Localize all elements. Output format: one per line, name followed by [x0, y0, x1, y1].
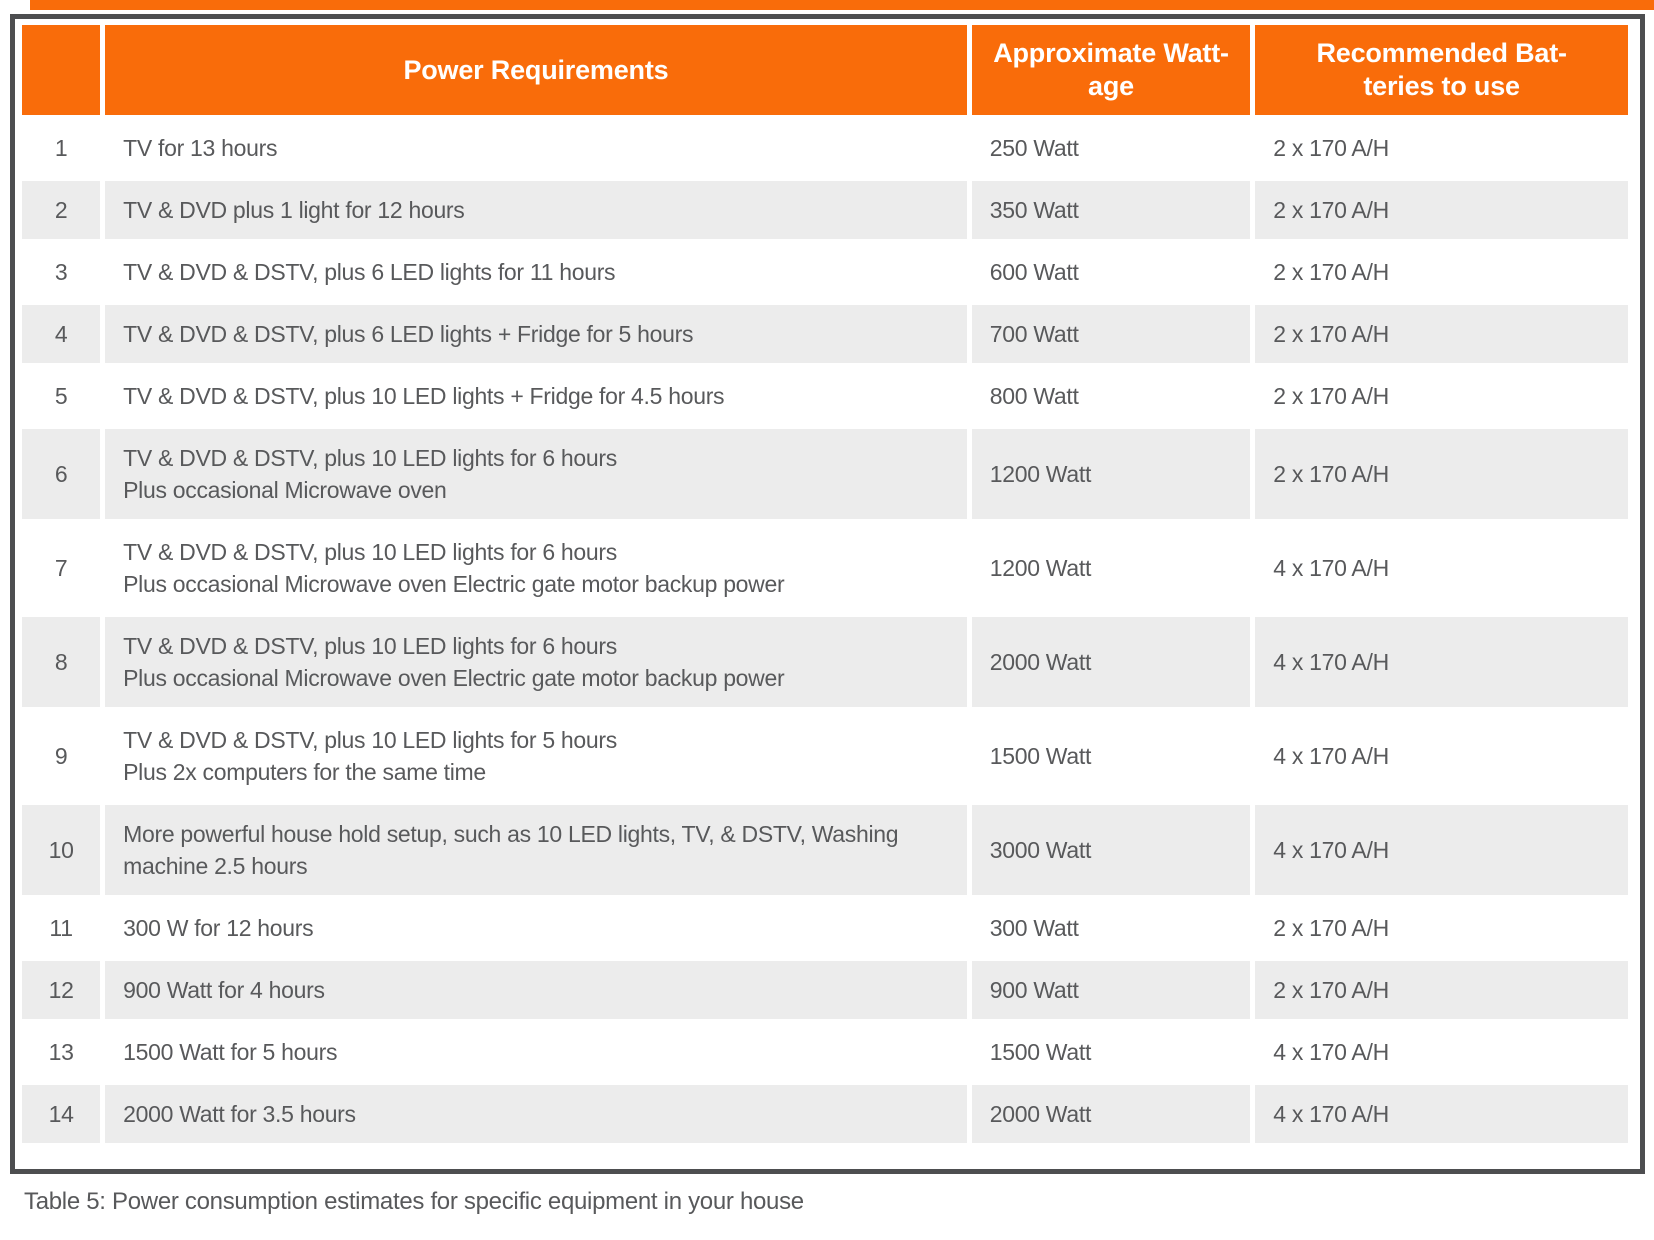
wattage-cell: 2000 Watt [972, 617, 1251, 707]
wattage-cell: 2000 Watt [972, 1085, 1251, 1143]
power-requirement-cell: 300 W for 12 hours [105, 899, 967, 957]
row-number-cell: 5 [22, 367, 100, 425]
batteries-cell: 4 x 170 A/H [1255, 805, 1628, 895]
batteries-cell: 2 x 170 A/H [1255, 899, 1628, 957]
batteries-cell: 2 x 170 A/H [1255, 961, 1628, 1019]
batteries-cell: 2 x 170 A/H [1255, 429, 1628, 519]
row-number-cell: 9 [22, 711, 100, 801]
top-orange-rule [30, 0, 1654, 10]
row-number-cell: 2 [22, 181, 100, 239]
row-number-cell: 1 [22, 119, 100, 177]
row-number-cell: 11 [22, 899, 100, 957]
table-caption: Table 5: Power consumption estimates for specific equipment in your house [24, 1188, 804, 1215]
table-row [22, 711, 1628, 801]
power-requirement-cell: More powerful house hold setup, such as 10 LED lights, TV, & DSTV, Washing machine 2.5 hours [105, 805, 967, 895]
power-requirement-cell: TV & DVD & DSTV, plus 6 LED lights + Fridge for 5 hours [105, 305, 967, 363]
row-number-cell: 7 [22, 523, 100, 613]
wattage-cell: 3000 Watt [972, 805, 1251, 895]
wattage-cell: 900 Watt [972, 961, 1251, 1019]
table-row [22, 367, 1628, 425]
power-requirement-cell: TV & DVD & DSTV, plus 10 LED lights for 6 hours Plus occasional Microwave oven [105, 429, 967, 519]
row-number-cell: 13 [22, 1023, 100, 1081]
wattage-cell: 1500 Watt [972, 711, 1251, 801]
column-header-row-number [22, 25, 100, 115]
wattage-cell: 300 Watt [972, 899, 1251, 957]
power-requirement-cell: TV & DVD plus 1 light for 12 hours [105, 181, 967, 239]
batteries-cell: 2 x 170 A/H [1255, 119, 1628, 177]
batteries-cell: 2 x 170 A/H [1255, 243, 1628, 301]
table-row [22, 617, 1628, 707]
wattage-cell: 800 Watt [972, 367, 1251, 425]
table-header [22, 25, 1628, 115]
power-requirement-cell: TV for 13 hours [105, 119, 967, 177]
wattage-cell: 250 Watt [972, 119, 1251, 177]
table-header-row [22, 25, 1628, 115]
row-number-cell: 3 [22, 243, 100, 301]
wattage-cell: 350 Watt [972, 181, 1251, 239]
wattage-cell: 700 Watt [972, 305, 1251, 363]
power-consumption-table [17, 21, 1633, 1147]
batteries-cell: 2 x 170 A/H [1255, 181, 1628, 239]
table-row [22, 429, 1628, 519]
row-number-cell: 12 [22, 961, 100, 1019]
row-number-cell: 14 [22, 1085, 100, 1143]
power-requirement-cell: TV & DVD & DSTV, plus 6 LED lights for 11 hours [105, 243, 967, 301]
power-requirement-cell: 900 Watt for 4 hours [105, 961, 967, 1019]
table-row [22, 119, 1628, 177]
table-row [22, 1085, 1628, 1143]
table-row [22, 523, 1628, 613]
row-number-cell: 6 [22, 429, 100, 519]
table-row [22, 181, 1628, 239]
batteries-cell: 2 x 170 A/H [1255, 367, 1628, 425]
table-row [22, 961, 1628, 1019]
table-body [22, 119, 1628, 1143]
batteries-cell: 4 x 170 A/H [1255, 711, 1628, 801]
row-number-cell: 4 [22, 305, 100, 363]
table-row [22, 305, 1628, 363]
batteries-cell: 4 x 170 A/H [1255, 617, 1628, 707]
wattage-cell: 1200 Watt [972, 429, 1251, 519]
table-row [22, 805, 1628, 895]
column-header-recommended-batteries: Recommended Bat- teries to use [1255, 25, 1628, 115]
column-header-power-requirements: Power Requirements [105, 25, 967, 115]
wattage-cell: 1200 Watt [972, 523, 1251, 613]
row-number-cell: 8 [22, 617, 100, 707]
power-table-frame [10, 14, 1645, 1174]
batteries-cell: 4 x 170 A/H [1255, 1023, 1628, 1081]
batteries-cell: 2 x 170 A/H [1255, 305, 1628, 363]
table-row [22, 899, 1628, 957]
batteries-cell: 4 x 170 A/H [1255, 523, 1628, 613]
row-number-cell: 10 [22, 805, 100, 895]
column-header-approximate-wattage: Approximate Watt- age [972, 25, 1251, 115]
batteries-cell: 4 x 170 A/H [1255, 1085, 1628, 1143]
wattage-cell: 600 Watt [972, 243, 1251, 301]
power-requirement-cell: TV & DVD & DSTV, plus 10 LED lights for 5 hours Plus 2x computers for the same time [105, 711, 967, 801]
power-requirement-cell: TV & DVD & DSTV, plus 10 LED lights for 6 hours Plus occasional Microwave oven Electric gate motor backup power [105, 523, 967, 613]
power-requirement-cell: 2000 Watt for 3.5 hours [105, 1085, 967, 1143]
power-requirement-cell: 1500 Watt for 5 hours [105, 1023, 967, 1081]
table-row [22, 243, 1628, 301]
power-requirement-cell: TV & DVD & DSTV, plus 10 LED lights + Fridge for 4.5 hours [105, 367, 967, 425]
table-row [22, 1023, 1628, 1081]
wattage-cell: 1500 Watt [972, 1023, 1251, 1081]
power-requirement-cell: TV & DVD & DSTV, plus 10 LED lights for 6 hours Plus occasional Microwave oven Electric gate motor backup power [105, 617, 967, 707]
